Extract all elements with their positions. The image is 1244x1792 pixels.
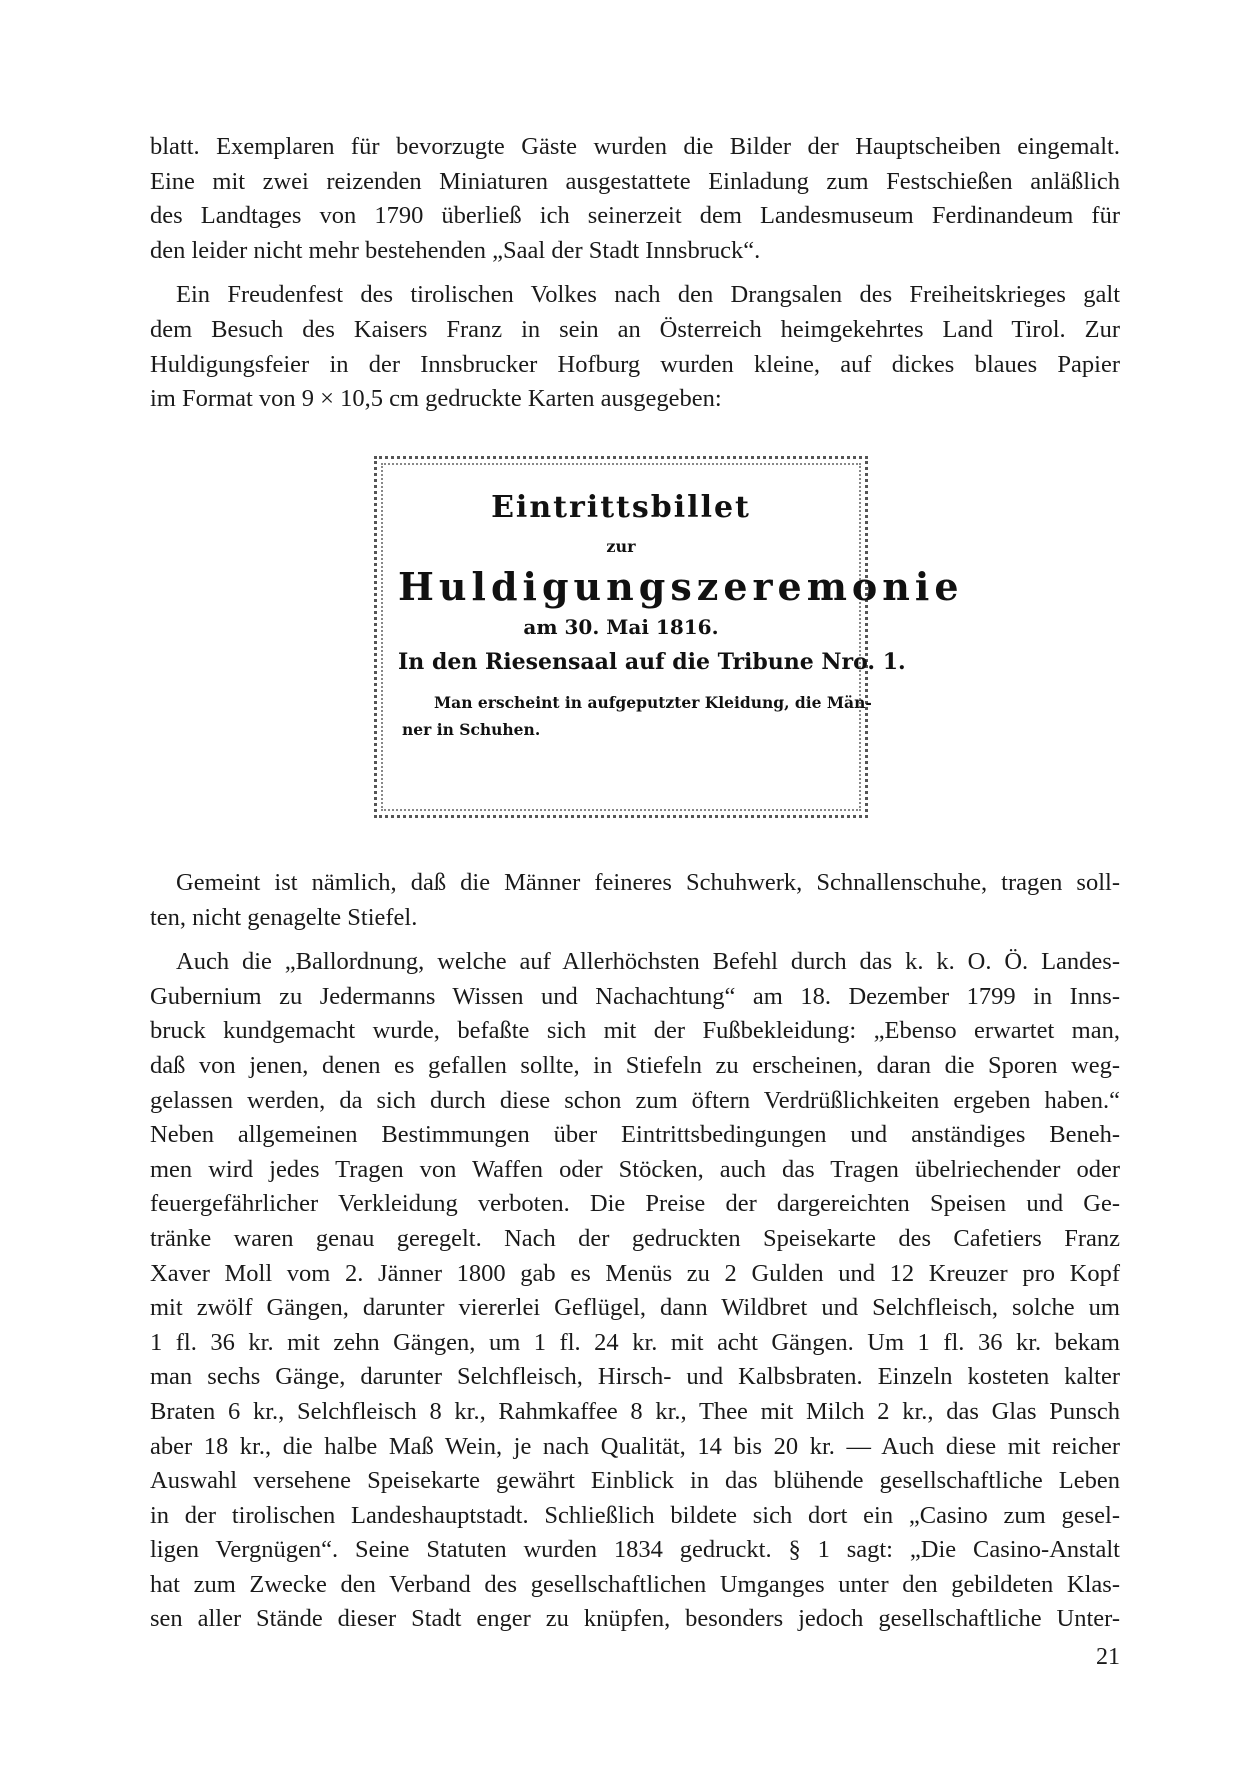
ticket-figure: [374, 456, 964, 818]
text-line: Neben allgemeinen Bestimmungen über Eintrittsbedingungen und anständiges Beneh-: [150, 1121, 1120, 1149]
page-body-lower: [150, 866, 1120, 1637]
ticket-date: am 30. Mai 1816.: [523, 615, 719, 639]
text-line: Braten 6 kr., Selchfleisch 8 kr., Rahmkaffee 8 kr., Thee mit Milch 2 kr., das Glas Punsch: [150, 1397, 1120, 1425]
text-line: in der tirolischen Landeshauptstadt. Schließlich bildete sich dort ein „Casino zum gesel-: [150, 1501, 1120, 1529]
text-line: Eine mit zwei reizenden Miniaturen ausgestattete Einladung zum Festschießen anläßlich: [150, 167, 1120, 195]
text-line: dem Besuch des Kaisers Franz in sein an Österreich heimgekehrtes Land Tirol. Zur: [150, 315, 1120, 343]
text-line: blatt. Exemplaren für bevorzugte Gäste wurden die Bilder der Hauptscheiben eingemalt.: [150, 133, 1120, 160]
text-line: men wird jedes Tragen von Waffen oder Stöcken, auch das Tragen übelriechender oder: [150, 1155, 1120, 1183]
paragraph-1: [150, 130, 1120, 268]
text-line: Gemeint ist nämlich, daß die Männer feineres Schuhwerk, Schnallenschuhe, tragen soll-: [176, 869, 1120, 896]
ticket-zur: zur: [606, 537, 636, 556]
text-line: feuergefährlicher Verkleidung verboten. Die Preise der dargereichten Speisen und Ge-: [150, 1190, 1120, 1218]
text-line: ligen Vergnügen“. Seine Statuten wurden 1834 gedruckt. § 1 sagt: „Die Casino-Anstalt: [150, 1536, 1120, 1564]
text-line: Gubernium zu Jedermanns Wissen und Nachachtung“ am 18. Dezember 1799 in Inns-: [150, 982, 1120, 1010]
text-line: man sechs Gänge, darunter Selchfleisch, Hirsch- und Kalbsbraten. Einzeln kosteten kalter: [150, 1363, 1120, 1391]
text-line: Auch die „Ballordnung, welche auf Allerhöchsten Befehl durch das k. k. O. Ö. Landes-: [176, 948, 1120, 976]
text-line: Huldigungsfeier in der Innsbrucker Hofburg wurden kleine, auf dickes blaues Papier: [150, 350, 1120, 378]
text-line: 1 fl. 36 kr. mit zehn Gängen, um 1 fl. 24 kr. mit acht Gängen. Um 1 fl. 36 kr. bekam: [150, 1328, 1120, 1356]
ticket-hall: In den Riesensaal auf die Tribune Nro. 1.: [398, 649, 906, 675]
text-line: gelassen werden, da sich durch diese schon zum öftern Verdrüßlichkeiten ergeben haben.“: [150, 1086, 1120, 1114]
text-line: sen aller Stände dieser Stadt enger zu knüpfen, besonders jedoch gesellschaftliche Unter-: [150, 1605, 1120, 1633]
text-line: des Landtages von 1790 überließ ich seinerzeit dem Landesmuseum Ferdinandeum für: [150, 202, 1120, 230]
text-line: ten, nicht genagelte Stiefel.: [150, 903, 418, 931]
text-line: hat zum Zwecke den Verband des gesellschaftlichen Umganges unter den gebildeten Klas-: [150, 1570, 1120, 1598]
text-line: Ein Freudenfest des tirolischen Volkes nach den Drangsalen des Freiheitskrieges galt: [176, 281, 1120, 309]
text-line: mit zwölf Gängen, darunter viererlei Geflügel, dann Wildbret und Selchfleisch, solche um: [150, 1294, 1120, 1322]
page-number: 21: [1096, 1644, 1120, 1670]
text-line: Auswahl versehene Speisekarte gewährt Einblick in das blühende gesellschaftliche Leben: [150, 1467, 1120, 1495]
ticket-note-line-1: Man erscheint in aufgeputzter Kleidung, die Män-: [434, 693, 872, 712]
ticket-main-heading: Huldigungszeremonie: [398, 564, 964, 609]
text-line: Xaver Moll vom 2. Jänner 1800 gab es Menüs zu 2 Gulden und 12 Kreuzer pro Kopf: [150, 1259, 1120, 1287]
ticket-title: Eintrittsbillet: [491, 490, 751, 525]
paragraph-4: [150, 945, 1120, 1637]
text-line: aber 18 kr., die halbe Maß Wein, je nach Qualität, 14 bis 20 kr. — Auch diese mit reicher: [150, 1432, 1120, 1460]
paragraph-2: [150, 278, 1120, 416]
ticket-content: [398, 480, 964, 794]
ticket-note-line-2: ner in Schuhen.: [402, 720, 541, 739]
text-line: daß von jenen, denen es gefallen sollte, in Stiefeln zu erscheinen, daran die Sporen weg-: [150, 1051, 1120, 1079]
text-line: tränke waren genau geregelt. Nach der gedruckten Speisekarte des Cafetiers Franz: [150, 1224, 1120, 1252]
paragraph-3: [150, 866, 1120, 935]
text-line: bruck kundgemacht wurde, befaßte sich mit der Fußbekleidung: „Ebenso erwartet man,: [150, 1017, 1120, 1045]
text-line: im Format von 9 × 10,5 cm gedruckte Karten ausgegeben:: [150, 385, 722, 413]
text-line: den leider nicht mehr bestehenden „Saal der Stadt Innsbruck“.: [150, 236, 761, 264]
page-body: [150, 130, 1120, 417]
